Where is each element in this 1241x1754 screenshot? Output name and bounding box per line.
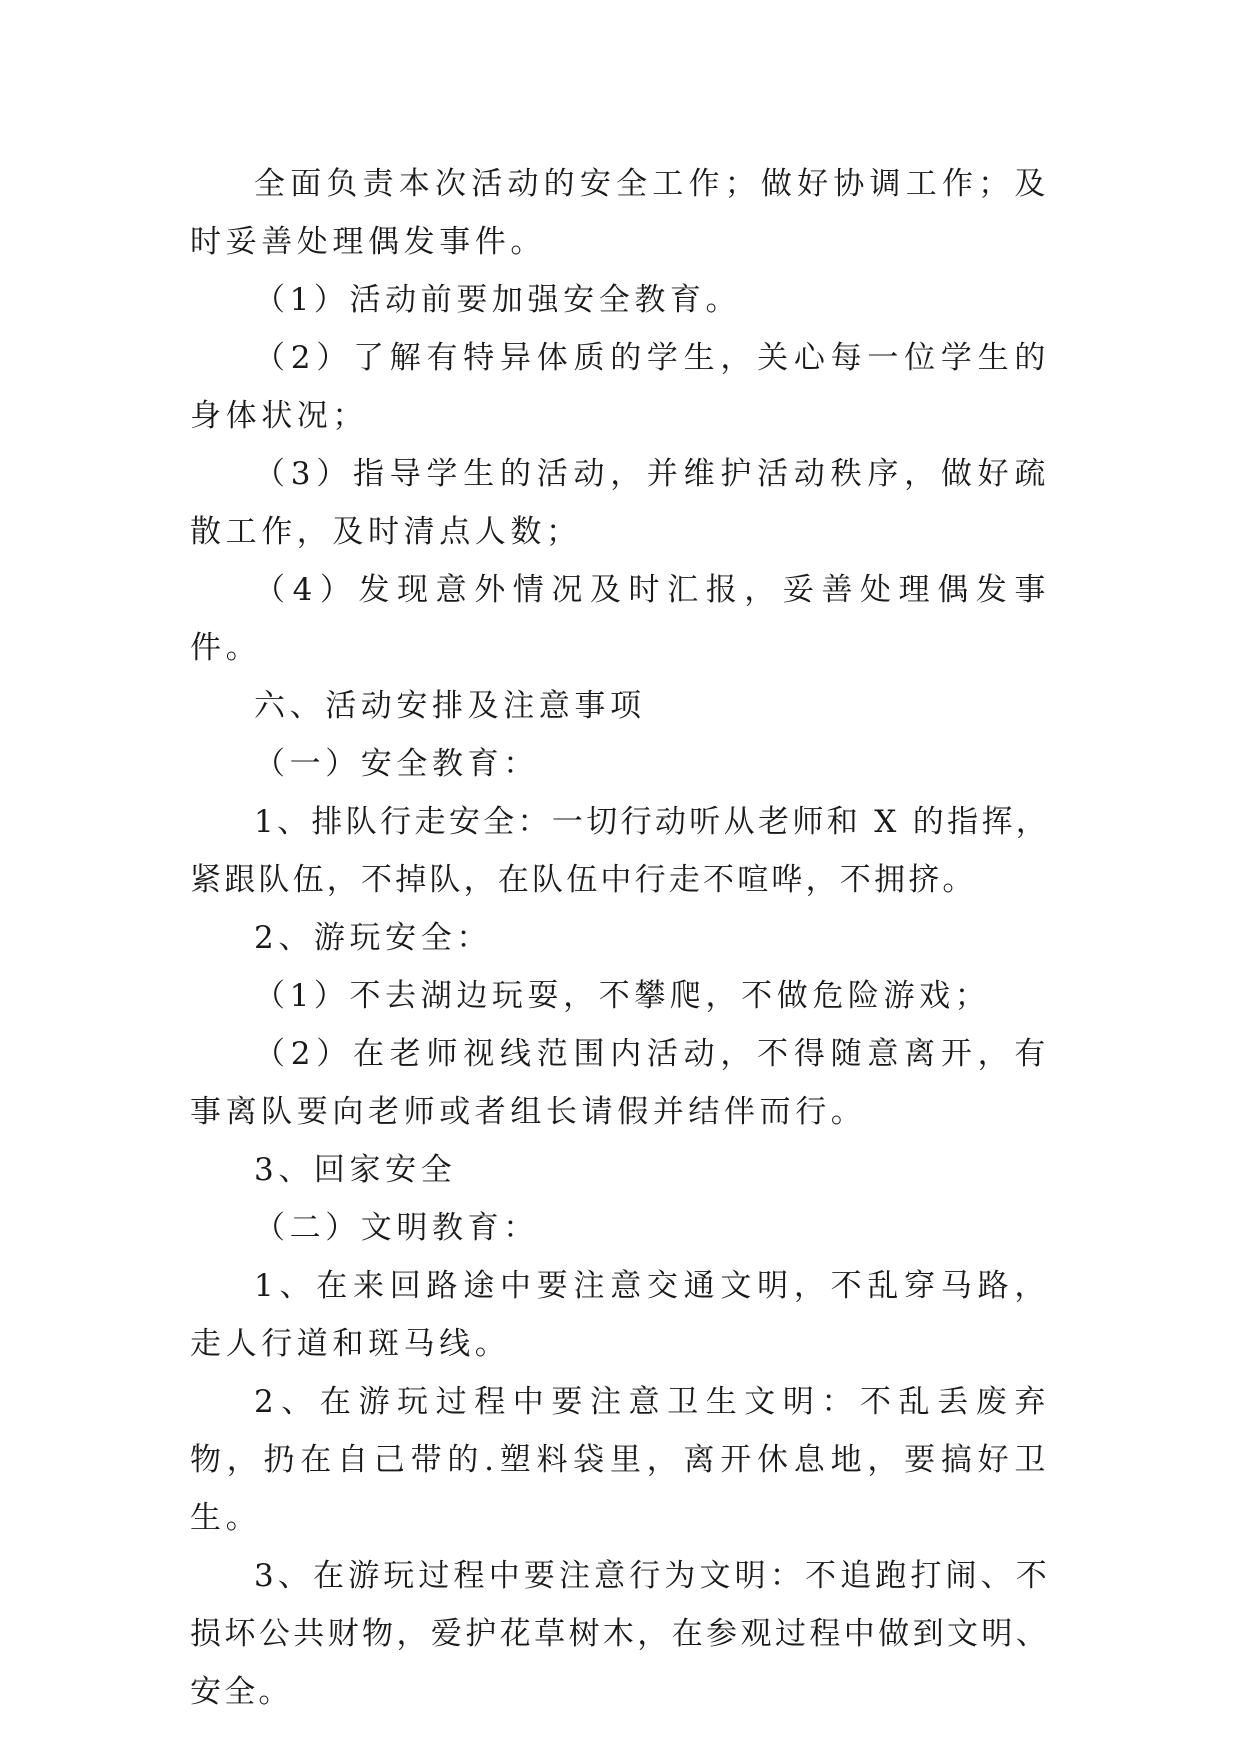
subsection-heading-safety: （一）安全教育： xyxy=(254,746,539,782)
paragraph-behavior-civility: 3、在游玩过程中要注意行为文明：不追跑打闹、不损坏公共财物，爱护花草树木，在参观过程中做到文明、安全。 xyxy=(190,1558,1050,1710)
section-heading-six: 六、活动安排及注意事项 xyxy=(254,688,646,724)
paragraph-item-2: （2）了解有特异体质的学生，关心每一位学生的身体状况； xyxy=(190,340,1050,434)
paragraph-play-safety: 2、游玩安全： xyxy=(254,920,492,956)
paragraph-item-1: （1）活动前要加强安全教育。 xyxy=(254,282,742,318)
subsection-heading-civility: （二）文明教育： xyxy=(254,1210,539,1246)
paragraph-play-item-1: （1）不去湖边玩耍，不攀爬，不做危险游戏； xyxy=(254,978,991,1014)
paragraph-responsibility: 全面负责本次活动的安全工作；做好协调工作；及时妥善处理偶发事件。 xyxy=(190,166,1050,260)
paragraph-traffic-civility: 1、在来回路途中要注意交通文明，不乱穿马路，走人行道和斑马线。 xyxy=(190,1268,1050,1362)
paragraph-item-4: （4）发现意外情况及时汇报，妥善处理偶发事件。 xyxy=(190,572,1050,666)
paragraph-queue-safety: 1、排队行走安全：一切行动听从老师和 X 的指挥，紧跟队伍，不掉队，在队伍中行走不喧哗，不拥挤。 xyxy=(190,804,1050,898)
paragraph-hygiene-civility: 2、在游玩过程中要注意卫生文明：不乱丢废弃物，扔在自己带的.塑料袋里，离开休息地，要搞好卫生。 xyxy=(190,1384,1050,1536)
paragraph-item-3: （3）指导学生的活动，并维护活动秩序，做好疏散工作，及时清点人数； xyxy=(190,456,1050,550)
paragraph-home-safety: 3、回家安全 xyxy=(254,1152,457,1188)
document-page xyxy=(190,155,1050,1721)
paragraph-play-item-2: （2）在老师视线范围内活动，不得随意离开，有事离队要向老师或者组长请假并结伴而行。 xyxy=(190,1036,1050,1130)
